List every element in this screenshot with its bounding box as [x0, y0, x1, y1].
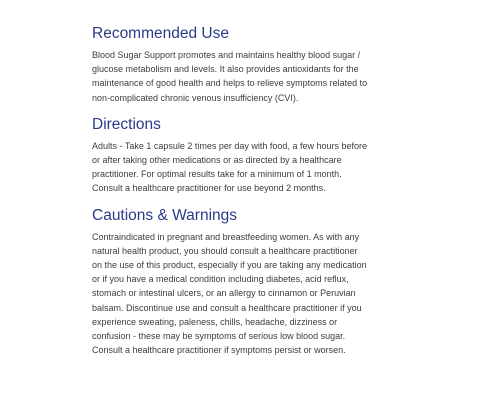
recommended-use-text	[92, 48, 412, 105]
recommended-use-heading: Recommended Use	[92, 25, 229, 42]
directions-heading: Directions	[92, 115, 161, 133]
directions-section	[92, 115, 412, 196]
product-info	[92, 24, 412, 367]
cautions-warnings-text	[92, 230, 412, 358]
text-line: Consult a healthcare practitioner for use beyond 2 months.	[92, 183, 326, 194]
text-line: on the use of this product, especially if you are taking any medication	[92, 260, 367, 271]
text-line: practitioner. For optimal results take for a minimum of 1 month.	[92, 169, 342, 180]
cautions-warnings-section	[92, 206, 412, 358]
text-line: Blood Sugar Support promotes and maintains healthy blood sugar /	[92, 50, 361, 60]
text-line: balsam. Discontinue use and consult a healthcare practitioner if you	[92, 302, 362, 313]
text-line: non-complicated chronic venous insufficiency (CVI).	[92, 92, 299, 103]
text-line: glucose metabolism and levels. It also provides antioxidants for the	[92, 64, 359, 75]
directions-text	[92, 139, 412, 196]
text-line: Adults - Take 1 capsule 2 times per day with food, a few hours before	[92, 140, 367, 151]
text-line: Consult a healthcare practitioner if symptoms persist or worsen.	[92, 345, 346, 356]
recommended-use-section	[92, 24, 412, 105]
text-line: confusion - these may be symptoms of serious low blood sugar.	[92, 331, 346, 342]
text-line: natural health product, you should consult a healthcare practitioner	[92, 245, 358, 256]
cautions-warnings-heading: Cautions & Warnings	[92, 206, 238, 224]
text-line: stomach or intestinal ulcers, or an allergy to cinnamon or Peruvian	[92, 288, 356, 299]
text-line: or after taking other medications or as directed by a healthcare	[92, 155, 342, 166]
text-line: experience sweating, paleness, chills, headache, dizziness or	[92, 316, 338, 327]
text-line: Contraindicated in pregnant and breastfeeding women. As with any	[92, 231, 360, 242]
text-line: or if you have a medical condition including diabetes, acid reflux,	[92, 274, 349, 285]
text-line: maintenance of good health and helps to relieve symptoms related to	[92, 78, 368, 89]
